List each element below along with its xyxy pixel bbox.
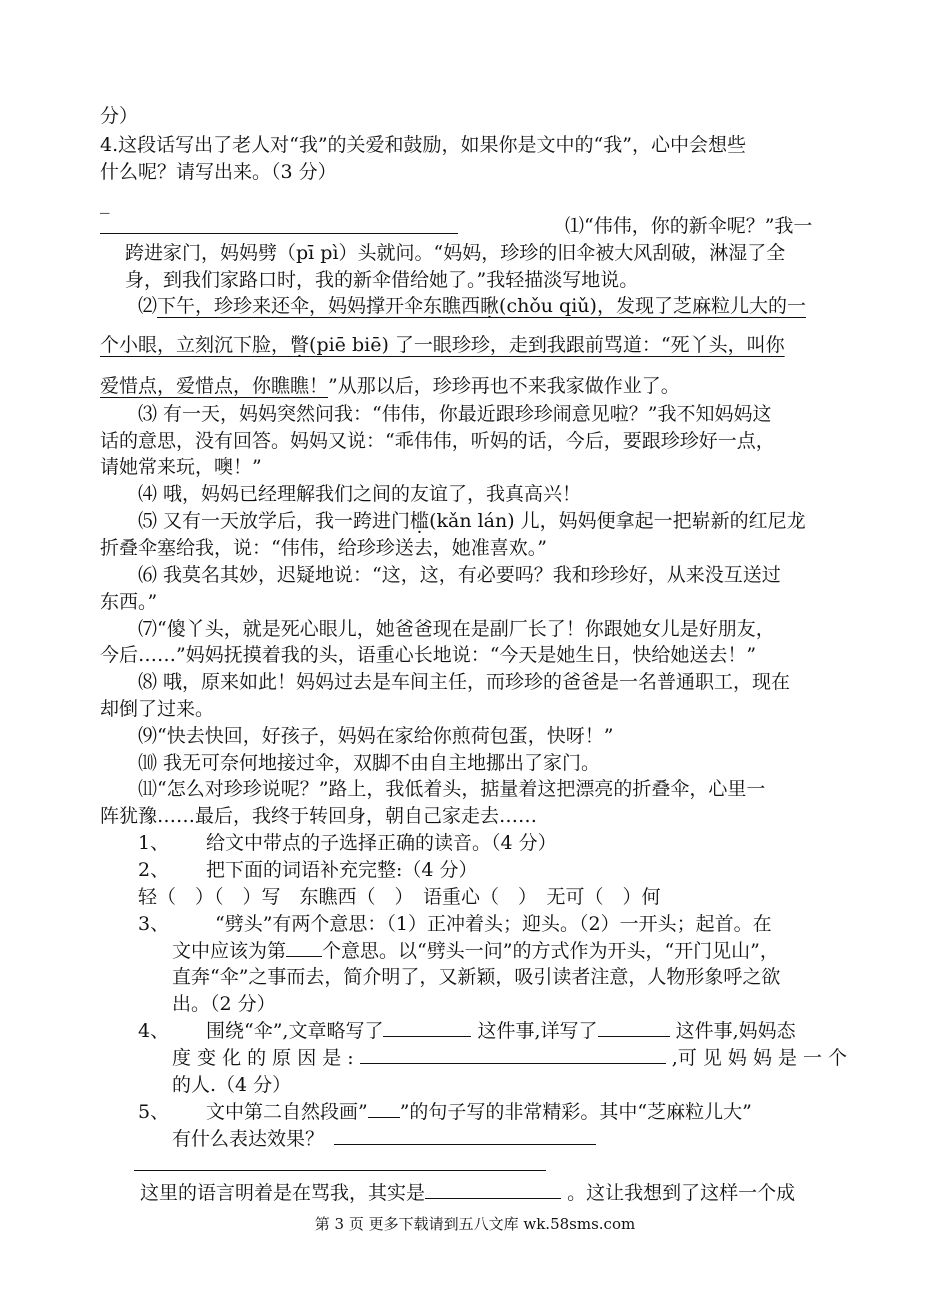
answer-blank[interactable] xyxy=(598,1018,670,1037)
answer-blank[interactable] xyxy=(360,1045,666,1064)
passage-p1-line3: 身，到我们家路口时，我的新伞借给她了。”我轻描淡写地说。 xyxy=(125,269,639,291)
passage-p7-line2: 今后……”妈妈抚摸着我的头，语重心长地说：“今天是她生日，快给她送去！” xyxy=(100,644,757,666)
question-3-line3: 直奔“伞”之事而去，简介明了，又新颖，吸引读者注意，人物形象呼之欲 xyxy=(172,966,781,988)
passage-p1-line1: ⑴“伟伟，你的新伞呢？”我一 xyxy=(565,215,813,237)
answer-blank[interactable] xyxy=(383,1018,471,1037)
question-3-number: 3、 xyxy=(138,913,170,935)
passage-p3-line1: ⑶ 有一天，妈妈突然问我：“伟伟，你最近跟珍珍闹意见啦？”我不知妈妈这 xyxy=(138,403,772,425)
passage-p6-line2: 东西。” xyxy=(100,591,158,613)
prev-question-tail: 分） xyxy=(100,105,139,127)
dotted-char: 瞥 xyxy=(290,334,310,356)
passage-p4: ⑷ 哦，妈妈已经理解我们之间的友谊了，我真高兴！ xyxy=(138,483,582,505)
dotted-char: 瞅 xyxy=(480,295,500,317)
passage-p2-line3: 爱惜点，爱惜点，你瞧瞧！”从那以后，珍珍再也不来我家做作业了。 xyxy=(100,375,680,397)
question-2-number: 2、 xyxy=(138,859,170,881)
answer-blank[interactable] xyxy=(334,1126,596,1145)
passage-p11-line1: ⑾“怎么对珍珍说呢？”路上，我低着头，掂量着这把漂亮的折叠伞，心里一 xyxy=(138,778,766,800)
dotted-char: 槛 xyxy=(410,510,430,532)
underlined-sentence: 爱惜点，爱惜点，你瞧瞧！ xyxy=(100,375,329,397)
question-3-line4: 出。（2 分） xyxy=(172,993,276,1015)
passage-p5-line2: 折叠伞塞给我，说：“伟伟，给珍珍送去，她准喜欢。” xyxy=(100,537,547,559)
question-4-line2: 度 变 化 的 原 因 是 : ,可 见 妈 妈 是 一 个 xyxy=(172,1047,848,1069)
page-footer: 第 3 页 更多下载请到五八文库 wk.58sms.com xyxy=(314,1215,636,1233)
q4-prompt-line2: 什么呢？请写出来。（3 分） xyxy=(100,161,337,183)
answer-line[interactable] xyxy=(100,233,458,234)
answer-blank[interactable] xyxy=(286,938,322,957)
question-4-number: 4、 xyxy=(138,1020,170,1042)
answer-blank[interactable] xyxy=(368,1099,400,1118)
passage-p9: ⑼“快去快回，好孩子，妈妈在家给你煎荷包蛋，快呀！” xyxy=(138,725,614,747)
answer-line[interactable] xyxy=(134,1170,546,1171)
question-4-line1: 围绕“伞”,文章略写了 这件事,详写了 这件事,妈妈态 xyxy=(206,1020,796,1042)
question-5-line1: 文中第二自然段画” ”的句子写的非常精彩。其中“芝麻粒儿大” xyxy=(206,1101,752,1123)
passage-p6-line1: ⑹ 我莫名其妙，迟疑地说：“这，这，有必要吗？我和珍珍好，从来没互送过 xyxy=(138,564,781,586)
passage-p3-line2: 话的意思，没有回答。妈妈又说：“乖伟伟，听妈的话，今后，要跟珍珍好一点， xyxy=(100,430,775,452)
question-6-line1: 这里的语言明着是在骂我，其实是 。这让我想到了这样一个成 xyxy=(140,1182,796,1204)
question-1-number: 1、 xyxy=(138,832,170,854)
question-5-number: 5、 xyxy=(138,1101,170,1123)
underlined-sentence: 个小眼，立刻沉下脸，瞥(piē biē) 了一眼珍珍，走到我跟前骂道：“死丫头，叫你 xyxy=(100,334,785,356)
question-3-line1: “劈头”有两个意思：（1）正冲着头；迎头。（2）一开头；起首。在 xyxy=(215,913,772,935)
underlined-sentence: 下午，珍珍来还伞，妈妈撑开伞东瞧西瞅(chǒu qiǔ)，发现了芝麻粒儿大的一 xyxy=(157,295,806,317)
q4-prompt-line1: 4.这段话写出了老人对“我”的关爱和鼓励，如果你是文中的“我”，心中会想些 xyxy=(100,134,746,156)
question-4-line3: 的人.（4 分） xyxy=(172,1074,292,1096)
passage-p8-line1: ⑻ 哦，原来如此！妈妈过去是车间主任，而珍珍的爸爸是一名普通职工，现在 xyxy=(138,671,791,693)
passage-p11-line2: 阵犹豫……最后，我终于转回身，朝自己家走去…… xyxy=(100,805,538,827)
passage-p2-line2 xyxy=(100,332,785,358)
answer-blank[interactable] xyxy=(425,1180,561,1199)
stray-mark: _ xyxy=(100,192,110,214)
passage-p2-line1 xyxy=(138,293,806,319)
passage-p1-line2: 跨进家门，妈妈劈（pī pì）头就问。“妈妈，珍珍的旧伞被大风刮破，淋湿了全 xyxy=(125,242,786,264)
passage-p3-line3: 请她常来玩，噢！” xyxy=(100,456,262,478)
question-3-line2: 文中应该为第 个意思。以“劈头一问”的方式作为开头，“开门见山”， xyxy=(172,940,779,962)
question-1: 给文中带点的子选择正确的读音。（4 分） xyxy=(206,832,557,854)
paragraph-number: ⑵ xyxy=(138,295,158,317)
passage-p8-line2: 却倒了过来。 xyxy=(100,698,215,720)
passage-p7-line1: ⑺“傻丫头，就是死心眼儿，她爸爸现在是副厂长了！你跟她女儿是好朋友， xyxy=(138,618,775,640)
passage-p5-line1: ⑸ 又有一天放学后，我一跨进门槛(kǎn lán) 儿，妈妈便拿起一把崭新的红尼龙 xyxy=(138,510,806,532)
question-2: 把下面的词语补充完整:（4 分） xyxy=(206,859,478,881)
passage-p10: ⑽ 我无可奈何地接过伞，双脚不由自主地挪出了家门。 xyxy=(138,752,601,774)
question-2-words[interactable]: 轻（ ）（ ）写 东瞧西（ ） 语重心（ ） 无可（ ）何 xyxy=(138,886,661,908)
question-5-line2: 有什么表达效果？ xyxy=(172,1126,596,1152)
